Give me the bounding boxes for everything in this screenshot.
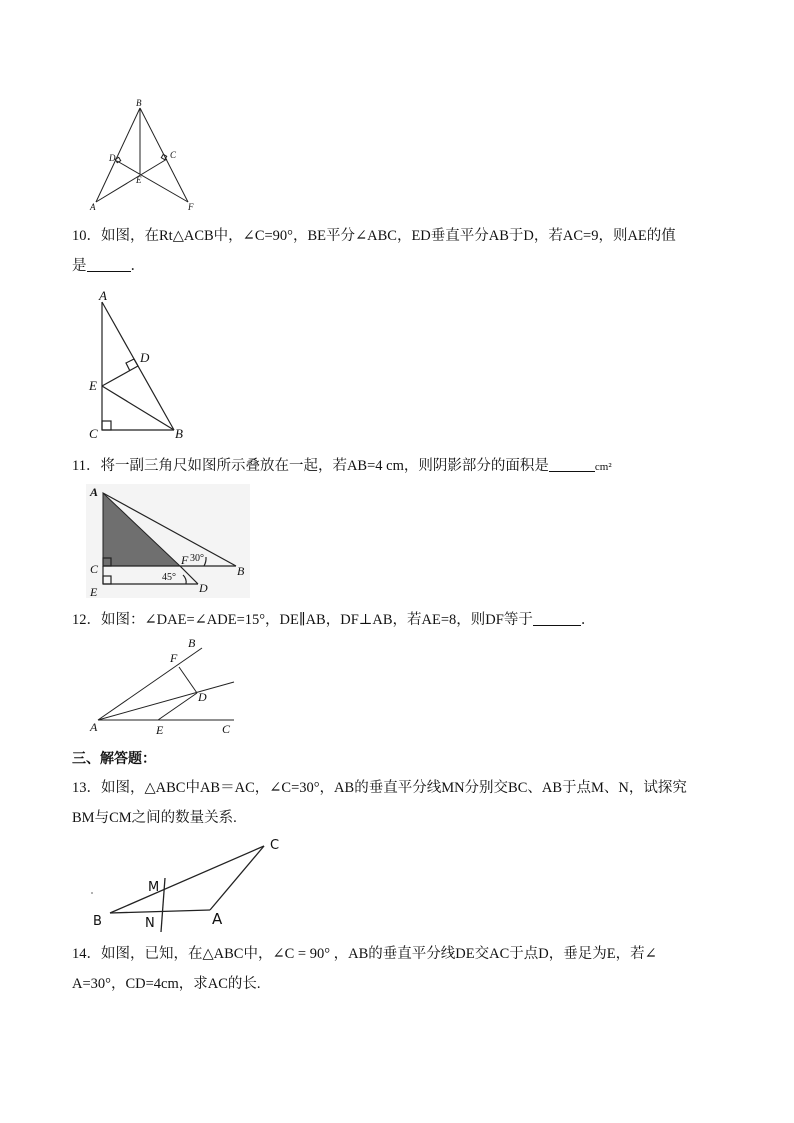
fig9-label-e: E <box>136 175 142 185</box>
question-13-line2: BM与CM之间的数量关系. <box>72 810 237 826</box>
question-12 <box>72 610 595 630</box>
figure-q11 <box>86 484 250 598</box>
question-10-line2 <box>72 256 145 276</box>
fig9-label-a: A <box>90 202 96 212</box>
fig9-label-d: D <box>109 153 116 163</box>
answer-blank-11[interactable] <box>549 457 595 472</box>
fig12-label-f: F <box>170 651 178 665</box>
question-11 <box>72 456 612 477</box>
question-10-line1: 10．如图，在Rt△ACB中，∠C=90°，BE平分∠ABC，ED垂直平分AB于D，若AC=9，则AE的值 <box>72 228 676 244</box>
question-12-text: 12．如图：∠DAE=∠ADE=15°，DE∥AB，DF⊥AB，若AE=8，则DF等于 <box>72 612 533 628</box>
fig11-label-e: E <box>90 585 98 599</box>
fig11-label-30deg: 30° <box>190 553 204 564</box>
figure-q9 <box>84 96 204 216</box>
fig10-label-c: C <box>89 426 98 441</box>
answer-blank-10[interactable] <box>87 257 131 272</box>
question-14-line2: A=30°，CD=4cm，求AC的长. <box>72 976 261 992</box>
fig9-label-c: C <box>170 150 177 160</box>
fig11-label-a: A <box>90 485 99 499</box>
question-11-unit: cm² <box>594 461 612 473</box>
fig12-label-c: C <box>222 722 231 736</box>
figure-q13-svg <box>88 836 298 936</box>
fig12-label-d: D <box>198 690 207 704</box>
fig12-label-b: B <box>188 636 196 650</box>
question-10-prefix: 是 <box>72 258 87 274</box>
figure-q12 <box>86 634 246 744</box>
fig13-label-m: M <box>148 880 160 895</box>
fig10-label-d: D <box>140 350 150 365</box>
fig12-label-e: E <box>156 723 164 737</box>
fig10-label-b: B <box>175 426 183 441</box>
fig11-label-b: B <box>237 564 245 578</box>
figure-q13 <box>88 836 298 936</box>
fig13-label-c: C <box>270 838 280 853</box>
fig13-label-n: N <box>145 916 155 931</box>
fig11-label-d: D <box>199 581 208 595</box>
fig11-label-c: C <box>90 562 99 576</box>
fig9-label-f: F <box>188 202 194 212</box>
question-12-suffix: ． <box>580 612 596 628</box>
fig13-label-a: A <box>212 910 223 928</box>
question-10-suffix: ． <box>130 258 145 274</box>
figure-q10 <box>86 288 196 444</box>
question-13-line1: 13．如图，△ABC中AB＝AC，∠C=30°，AB的垂直平分线MN分别交BC、AB于点M、N，试探究 <box>72 780 687 796</box>
figure-q10-svg <box>86 288 196 444</box>
section-title: 三、解答题： <box>72 751 156 767</box>
fig10-label-a: A <box>99 288 107 303</box>
fig13-label-b: B <box>93 914 102 929</box>
fig9-label-b: B <box>136 98 142 108</box>
question-11-text: 11．将一副三角尺如图所示叠放在一起，若AB=4 cm，则阴影部分的面积是 <box>72 458 549 474</box>
fig11-label-f: F <box>181 553 189 567</box>
fig12-label-a: A <box>90 720 98 734</box>
fig11-label-45deg: 45° <box>162 572 176 583</box>
question-14-line1: 14．如图，已知，在△ABC中，∠C = 90° ，AB的垂直平分线DE交AC于点D，垂足为E，若∠ <box>72 946 657 962</box>
fig10-label-e: E <box>89 378 97 393</box>
figure-q9-svg <box>84 96 204 216</box>
answer-blank-12[interactable] <box>533 611 581 626</box>
